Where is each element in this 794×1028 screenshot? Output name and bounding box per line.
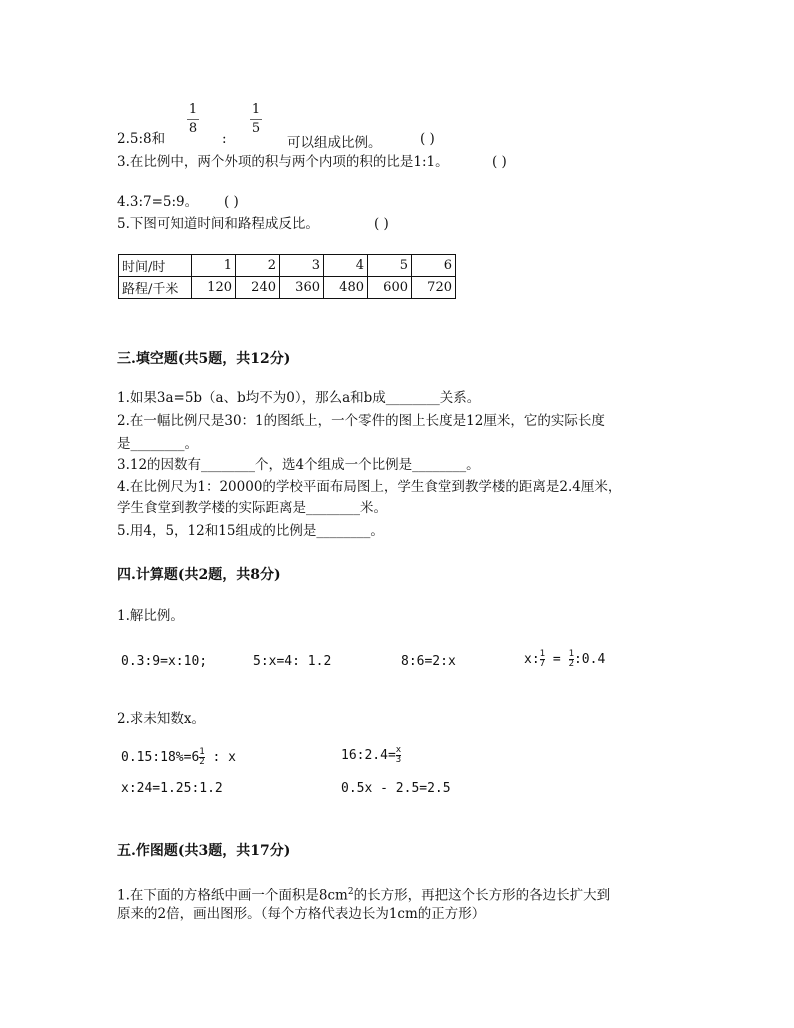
equation: [121, 748, 236, 767]
equation: x:24=1.25:1.2: [121, 781, 223, 796]
text-part: 的长方形，再把这个长方形的各边长扩大到: [353, 887, 611, 904]
table-cell: 1: [192, 255, 236, 277]
answer-paren[interactable]: ( ): [420, 131, 435, 147]
answer-paren[interactable]: ( ): [224, 194, 239, 210]
judge-q2-suffix: 可以组成比例。: [287, 135, 382, 151]
fill-q3: 3.12的因数有________个，选4个组成一个比例是________。: [117, 457, 480, 473]
equation: [341, 746, 401, 765]
table-cell: 6: [412, 255, 456, 277]
fraction-denominator: 5: [251, 121, 261, 136]
text-part: 1.在下面的方格纸中画一个面积是8cm: [117, 887, 348, 904]
fraction-numerator: 1: [568, 649, 574, 659]
table-cell: 2: [236, 255, 280, 277]
fill-q4-line2: 学生食堂到教学楼的实际距离是________米。: [117, 500, 387, 516]
draw-q1-line2: 原来的2倍，画出图形。（每个方格代表边长为1cm的正方形）: [117, 906, 486, 922]
answer-paren[interactable]: ( ): [492, 154, 507, 170]
answer-paren[interactable]: ( ): [374, 216, 389, 232]
table-cell: 480: [324, 277, 368, 299]
fraction-numerator: x: [395, 745, 402, 755]
judge-q2-prefix: 2.5:8和: [117, 131, 166, 147]
fill-q5: 5.用4，5，12和15组成的比例是________。: [117, 523, 384, 539]
section-title: 五.作图题(共3题，共17分): [117, 843, 291, 859]
section-title: 三.填空题(共5题，共12分): [117, 351, 291, 367]
fraction-denominator: 7: [539, 659, 546, 669]
table-row: [119, 255, 456, 277]
fill-q4-line1: 4.在比例尺为1：20000的学校平面布局图上，学生食堂到教学楼的距离是2.4厘米，: [117, 479, 622, 495]
table-cell: 3: [280, 255, 324, 277]
calc-q2: 2.求未知数x。: [117, 711, 205, 727]
table-cell: 360: [280, 277, 324, 299]
table-cell: 5: [368, 255, 412, 277]
fraction-numerator: 1: [251, 102, 261, 117]
judge-q5: 5.下图可知道时间和路程成反比。: [117, 216, 319, 232]
judge-q2-colon: :: [222, 131, 227, 147]
superscript: 2: [347, 887, 354, 897]
equation-part: :0.4: [573, 652, 606, 667]
table-cell: 720: [412, 277, 456, 299]
equation: 5:x=4: 1.2: [253, 654, 332, 669]
fraction-bar: [187, 119, 199, 120]
fraction-one-fifth: [250, 103, 262, 136]
judge-q4: 4.3:7=5:9。: [117, 194, 199, 210]
equation: 0.3:9=x:10;: [121, 654, 208, 669]
equation: 0.5x - 2.5=2.5: [341, 781, 451, 796]
time-distance-table: [118, 254, 456, 299]
equation-part: =: [545, 652, 569, 667]
table-cell: 240: [236, 277, 280, 299]
table-row: [119, 277, 456, 299]
equation-part: 16:2.4=: [341, 748, 396, 763]
fraction-denominator: 8: [188, 121, 198, 136]
table-header-cell: 时间/时: [119, 255, 192, 277]
fill-q2-line2: 是________。: [117, 436, 198, 452]
fill-q2-line1: 2.在一幅比例尺是30：1的图纸上，一个零件的图上长度是12厘米，它的实际长度: [117, 413, 605, 429]
judge-q3: 3.在比例中，两个外项的积与两个内项的积的比是1:1。: [117, 154, 449, 170]
draw-q1-line1: [117, 884, 610, 905]
equation: [524, 650, 605, 669]
fill-q1: 1.如果3a=5b（a、b均不为0），那么a和b成________关系。: [117, 390, 481, 406]
fraction-numerator: 1: [199, 747, 205, 757]
equation-part: 0.15:18%=6: [121, 750, 200, 765]
equation: 8:6=2:x: [401, 654, 456, 669]
equation-part: x:: [524, 652, 540, 667]
fraction-one-eighth: [187, 103, 199, 136]
fraction-denominator: 3: [395, 755, 402, 765]
fraction-denominator: 2: [568, 659, 574, 669]
table-header-cell: 路程/千米: [119, 277, 192, 299]
table-cell: 120: [192, 277, 236, 299]
table-cell: 4: [324, 255, 368, 277]
fraction-denominator: 2: [199, 757, 205, 767]
fraction: [396, 746, 401, 765]
fraction-bar: [250, 119, 262, 120]
table-cell: 600: [368, 277, 412, 299]
fraction-numerator: 1: [188, 102, 198, 117]
section-title: 四.计算题(共2题，共8分): [117, 567, 281, 583]
calc-q1: 1.解比例。: [117, 608, 184, 624]
equation-part: : x: [204, 750, 237, 765]
fraction-numerator: 1: [539, 649, 546, 659]
